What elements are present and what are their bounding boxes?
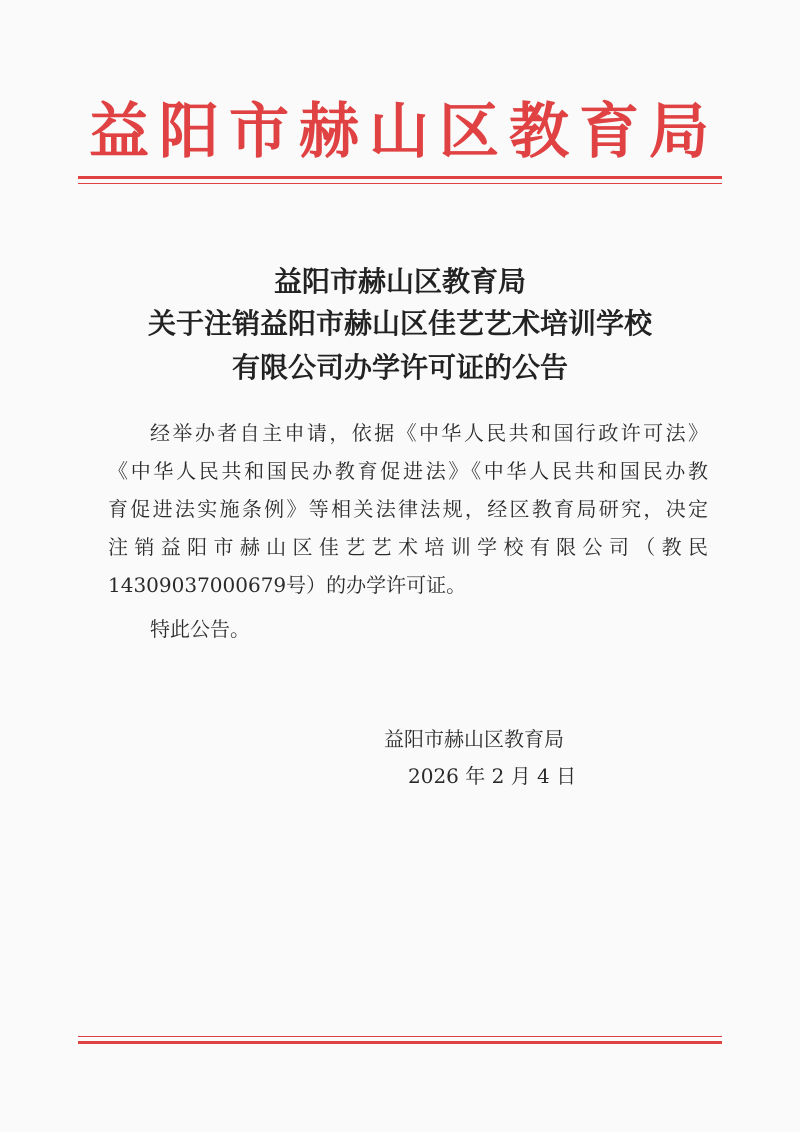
masthead-title: 益阳市赫山区教育局 — [89, 97, 719, 167]
body-paragraph-line-5: 14309037000679号）的办学许可证。 — [108, 573, 467, 597]
masthead-divider-thick — [78, 176, 722, 179]
signoff-organization: 益阳市赫山区教育局 — [384, 727, 564, 751]
body-paragraph-line-2: 《中华人民共和国民办教育促进法》《中华人民共和国民办教 — [108, 459, 708, 483]
signoff-date: 2026 年 2 月 4 日 — [408, 764, 577, 788]
body-paragraph-line-3: 育促进法实施条例》等相关法律法规，经区教育局研究，决定 — [108, 497, 708, 521]
masthead-divider-thin — [78, 183, 722, 184]
closing-remark: 特此公告。 — [150, 617, 250, 641]
notice-title-line-3: 有限公司办学许可证的公告 — [231, 351, 568, 384]
footer-divider-thin — [78, 1036, 722, 1037]
footer-divider-thick — [78, 1041, 722, 1044]
body-paragraph-line-1: 经举办者自主申请，依据《中华人民共和国行政许可法》 — [150, 421, 708, 445]
notice-title-line-2: 关于注销益阳市赫山区佳艺艺术培训学校 — [147, 307, 652, 340]
notice-title-line-1: 益阳市赫山区教育局 — [273, 265, 526, 298]
body-paragraph-line-4: 注销益阳市赫山区佳艺艺术培训学校有限公司（教民 — [108, 535, 708, 559]
